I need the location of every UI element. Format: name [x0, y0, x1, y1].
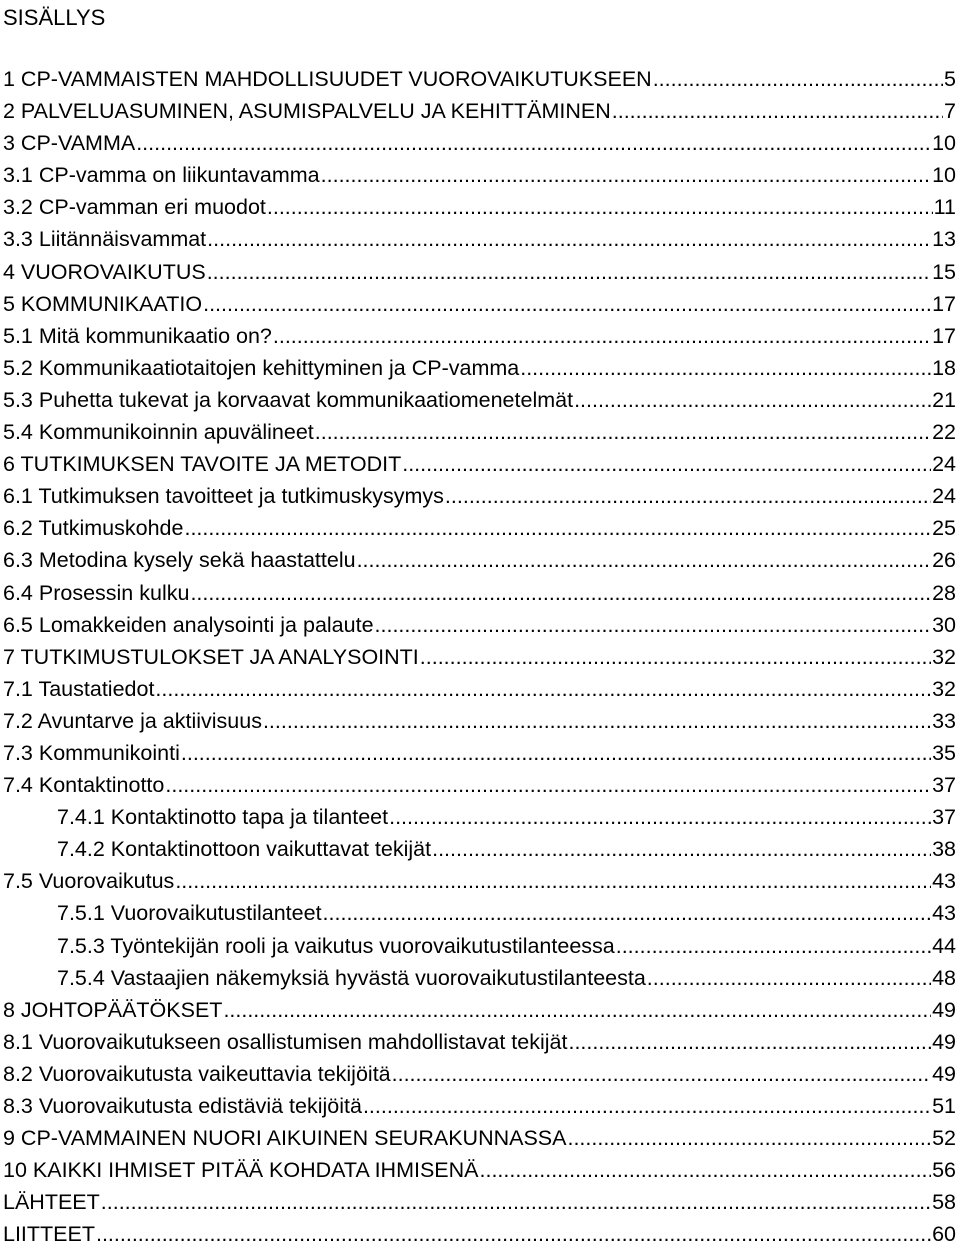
toc-entry[interactable] [3, 384, 956, 416]
toc-entry-label: 7.5.4 Vastaajien näkemyksiä hyvästä vuorovaikutustilanteesta [57, 965, 646, 990]
toc-entry-label: 7.4.2 Kontaktinottoon vaikuttavat tekijät [57, 837, 432, 862]
dot-leader [136, 127, 931, 159]
toc-entry[interactable] [3, 512, 956, 544]
toc-entry[interactable] [3, 1154, 956, 1186]
toc-entry-label: 4 VUOROVAIKUTUS [3, 259, 206, 284]
dot-leader [190, 577, 931, 609]
toc-entry-page-number: 7 [944, 99, 956, 124]
toc-entry-label: 8.2 Vuorovaikutusta vaikeuttavia tekijöitä [3, 1061, 391, 1086]
toc-entry[interactable] [3, 480, 956, 512]
toc-entry-label: 5.4 Kommunikoinnin apuvälineet [3, 420, 314, 445]
toc-entry-label: 6 TUTKIMUKSEN TAVOITE JA METODIT [3, 452, 402, 477]
toc-entry-label: 3.2 CP-vamman eri muodot [3, 195, 266, 220]
dot-leader [207, 256, 931, 288]
toc-entry[interactable] [3, 1122, 956, 1154]
toc-entry-page-number: 38 [932, 837, 956, 862]
toc-list [3, 63, 956, 1250]
toc-entry-label: 8.1 Vuorovaikutukseen osallistumisen mahdollistavat tekijät [3, 1029, 568, 1054]
toc-entry-page-number: 32 [932, 644, 956, 669]
toc-entry-page-number: 49 [932, 1061, 956, 1086]
toc-title: SISÄLLYS [3, 5, 106, 30]
toc-entry-label: 7 TUTKIMUSTULOKSET JA ANALYSOINTI [3, 644, 419, 669]
toc-entry-page-number: 30 [932, 612, 956, 637]
toc-entry[interactable] [3, 352, 956, 384]
toc-entry-label: 5 KOMMUNIKAATIO [3, 291, 203, 316]
toc-entry-label: 8.3 Vuorovaikutusta edistäviä tekijöitä [3, 1094, 362, 1118]
toc-entry-page-number: 11 [933, 195, 956, 220]
toc-entry-page-number: 13 [932, 227, 956, 252]
toc-entry-page-number: 60 [932, 1222, 956, 1247]
toc-entry[interactable] [3, 416, 956, 448]
toc-entry[interactable] [3, 223, 956, 255]
toc-entry-label: 6.1 Tutkimuksen tavoitteet ja tutkimuskysymys [3, 484, 444, 509]
toc-entry[interactable] [3, 448, 956, 480]
toc-entry-page-number: 49 [932, 997, 956, 1022]
toc-entry-page-number: 56 [932, 1158, 956, 1183]
toc-entry-page-number: 5 [944, 67, 956, 91]
toc-entry-page-number: 43 [932, 869, 956, 894]
toc-entry-label: 2 PALVELUASUMINEN, ASUMISPALVELU JA KEHITTÄMINEN [3, 99, 611, 124]
toc-entry[interactable] [3, 1090, 956, 1122]
dot-leader [96, 1218, 931, 1250]
toc-entry-label: 1 CP-VAMMAISTEN MAHDOLLISUUDET VUOROVAIKUTUKSEEN [3, 67, 652, 91]
dot-leader [267, 191, 933, 223]
toc-entry[interactable] [3, 641, 956, 673]
dot-leader [323, 897, 932, 929]
dot-leader [101, 1186, 931, 1218]
toc-entry-page-number: 33 [932, 708, 956, 733]
toc-entry-label: 7.1 Taustatiedot [3, 676, 155, 701]
toc-entry-page-number: 51 [932, 1094, 956, 1118]
dot-leader [445, 480, 931, 512]
dot-leader [223, 994, 931, 1026]
toc-entry-page-number: 25 [932, 516, 956, 541]
dot-leader [653, 63, 943, 95]
toc-entry[interactable] [3, 127, 956, 159]
toc-entry-page-number: 49 [932, 1029, 956, 1054]
toc-entry-page-number: 28 [932, 580, 956, 605]
dot-leader [520, 352, 931, 384]
dot-leader [647, 962, 931, 994]
dot-leader [402, 448, 931, 480]
dot-leader [175, 865, 931, 897]
toc-entry[interactable] [3, 577, 956, 609]
toc-entry-label: 7.5.3 Työntekijän rooli ja vaikutus vuorovaikutustilanteessa [57, 933, 615, 958]
toc-entry[interactable] [3, 673, 956, 705]
dot-leader [207, 223, 931, 255]
dot-leader [181, 737, 931, 769]
dot-leader [574, 384, 931, 416]
dot-leader [568, 1026, 931, 1058]
toc-entry-label: 5.1 Mitä kommunikaatio on? [3, 323, 272, 348]
dot-leader [389, 801, 931, 833]
toc-entry[interactable] [3, 544, 956, 576]
dot-leader [567, 1122, 931, 1154]
toc-entry-label: 7.5 Vuorovaikutus [3, 869, 175, 894]
toc-entry[interactable] [3, 1026, 956, 1058]
toc-entry[interactable] [3, 320, 956, 352]
toc-entry-page-number: 22 [932, 420, 956, 445]
toc-entry-page-number: 26 [932, 548, 956, 573]
toc-entry-page-number: 35 [932, 740, 956, 765]
dot-leader [165, 769, 931, 801]
toc-entry[interactable] [3, 609, 956, 641]
dot-leader [363, 1090, 931, 1122]
toc-entry[interactable] [3, 769, 956, 801]
dot-leader [357, 544, 932, 576]
toc-entry[interactable] [3, 256, 956, 288]
toc-entry[interactable] [3, 1218, 956, 1250]
toc-entry-label: 8 JOHTOPÄÄTÖKSET [3, 997, 223, 1022]
toc-entry-page-number: 48 [932, 965, 956, 990]
toc-entry-label: 6.3 Metodina kysely sekä haastattelu [3, 548, 356, 573]
toc-entry-page-number: 52 [932, 1126, 956, 1151]
dot-leader [420, 641, 931, 673]
toc-entry-label: 7.4 Kontaktinotto [3, 773, 165, 798]
dot-leader [616, 930, 931, 962]
toc-entry-page-number: 24 [932, 452, 956, 477]
toc-entry-page-number: 24 [932, 484, 956, 509]
dot-leader [321, 159, 931, 191]
toc-entry-label: 7.2 Avuntarve ja aktiivisuus [3, 708, 262, 733]
toc-entry[interactable] [3, 705, 956, 737]
toc-entry-label: 6.5 Lomakkeiden analysointi ja palaute [3, 612, 374, 637]
dot-leader [273, 320, 931, 352]
toc-entry-page-number: 37 [932, 773, 956, 798]
toc-entry-label: 9 CP-VAMMAINEN NUORI AIKUINEN SEURAKUNNASSA [3, 1126, 567, 1151]
toc-entry[interactable] [3, 962, 956, 994]
toc-entry-page-number: 10 [932, 131, 956, 156]
toc-entry-label: LÄHTEET [3, 1190, 100, 1215]
toc-entry-label: 3 CP-VAMMA [3, 131, 136, 156]
toc-entry-label: 7.3 Kommunikointi [3, 740, 180, 765]
dot-leader [315, 416, 931, 448]
toc-entry[interactable] [3, 897, 956, 929]
toc-entry-page-number: 43 [932, 901, 956, 926]
toc-entry[interactable] [3, 1186, 956, 1218]
dot-leader [612, 95, 943, 127]
toc-entry[interactable] [3, 191, 956, 223]
dot-leader [203, 288, 931, 320]
toc-entry-page-number: 18 [932, 355, 956, 380]
dot-leader [263, 705, 931, 737]
toc-entry[interactable] [3, 801, 956, 833]
dot-leader [480, 1154, 932, 1186]
dot-leader [184, 512, 931, 544]
toc-entry-label: 5.2 Kommunikaatiotaitojen kehittyminen ja CP-vamma [3, 355, 520, 380]
toc-entry-label: 7.5.1 Vuorovaikutustilanteet [57, 901, 322, 926]
dot-leader [155, 673, 931, 705]
toc-entry-page-number: 58 [932, 1190, 956, 1215]
toc-entry-label: 3.3 Liitännäisvammat [3, 227, 207, 252]
toc-entry[interactable] [3, 288, 956, 320]
toc-entry[interactable] [3, 737, 956, 769]
toc-entry-label: 10 KAIKKI IHMISET PITÄÄ KOHDATA IHMISENÄ [3, 1158, 479, 1183]
toc-entry-page-number: 17 [932, 323, 956, 348]
toc-entry-label: 3.1 CP-vamma on liikuntavamma [3, 163, 320, 188]
dot-leader [432, 833, 931, 865]
toc-entry[interactable] [3, 95, 956, 127]
toc-entry-page-number: 21 [932, 387, 956, 412]
dot-leader [375, 609, 932, 641]
toc-entry-label: 5.3 Puhetta tukevat ja korvaavat kommunikaatiomenetelmät [3, 387, 574, 412]
toc-entry-page-number: 15 [932, 259, 956, 284]
toc-entry-page-number: 44 [932, 933, 956, 958]
toc-entry[interactable] [3, 930, 956, 962]
toc-entry-label: 6.4 Prosessin kulku [3, 580, 190, 605]
toc-entry[interactable] [3, 833, 956, 865]
dot-leader [392, 1058, 931, 1090]
toc-entry-label: 7.4.1 Kontaktinotto tapa ja tilanteet [57, 805, 389, 830]
toc-entry[interactable] [3, 159, 956, 191]
toc-entry-page-number: 32 [932, 676, 956, 701]
toc-entry-label: LIITTEET [3, 1222, 95, 1247]
toc-entry-page-number: 17 [932, 291, 956, 316]
toc-entry-label: 6.2 Tutkimuskohde [3, 516, 184, 541]
toc-entry[interactable] [3, 63, 956, 95]
toc-entry[interactable] [3, 1058, 956, 1090]
toc-entry[interactable] [3, 865, 956, 897]
toc-entry[interactable] [3, 994, 956, 1026]
toc-entry-page-number: 37 [932, 805, 956, 830]
toc-entry-page-number: 10 [932, 163, 956, 188]
